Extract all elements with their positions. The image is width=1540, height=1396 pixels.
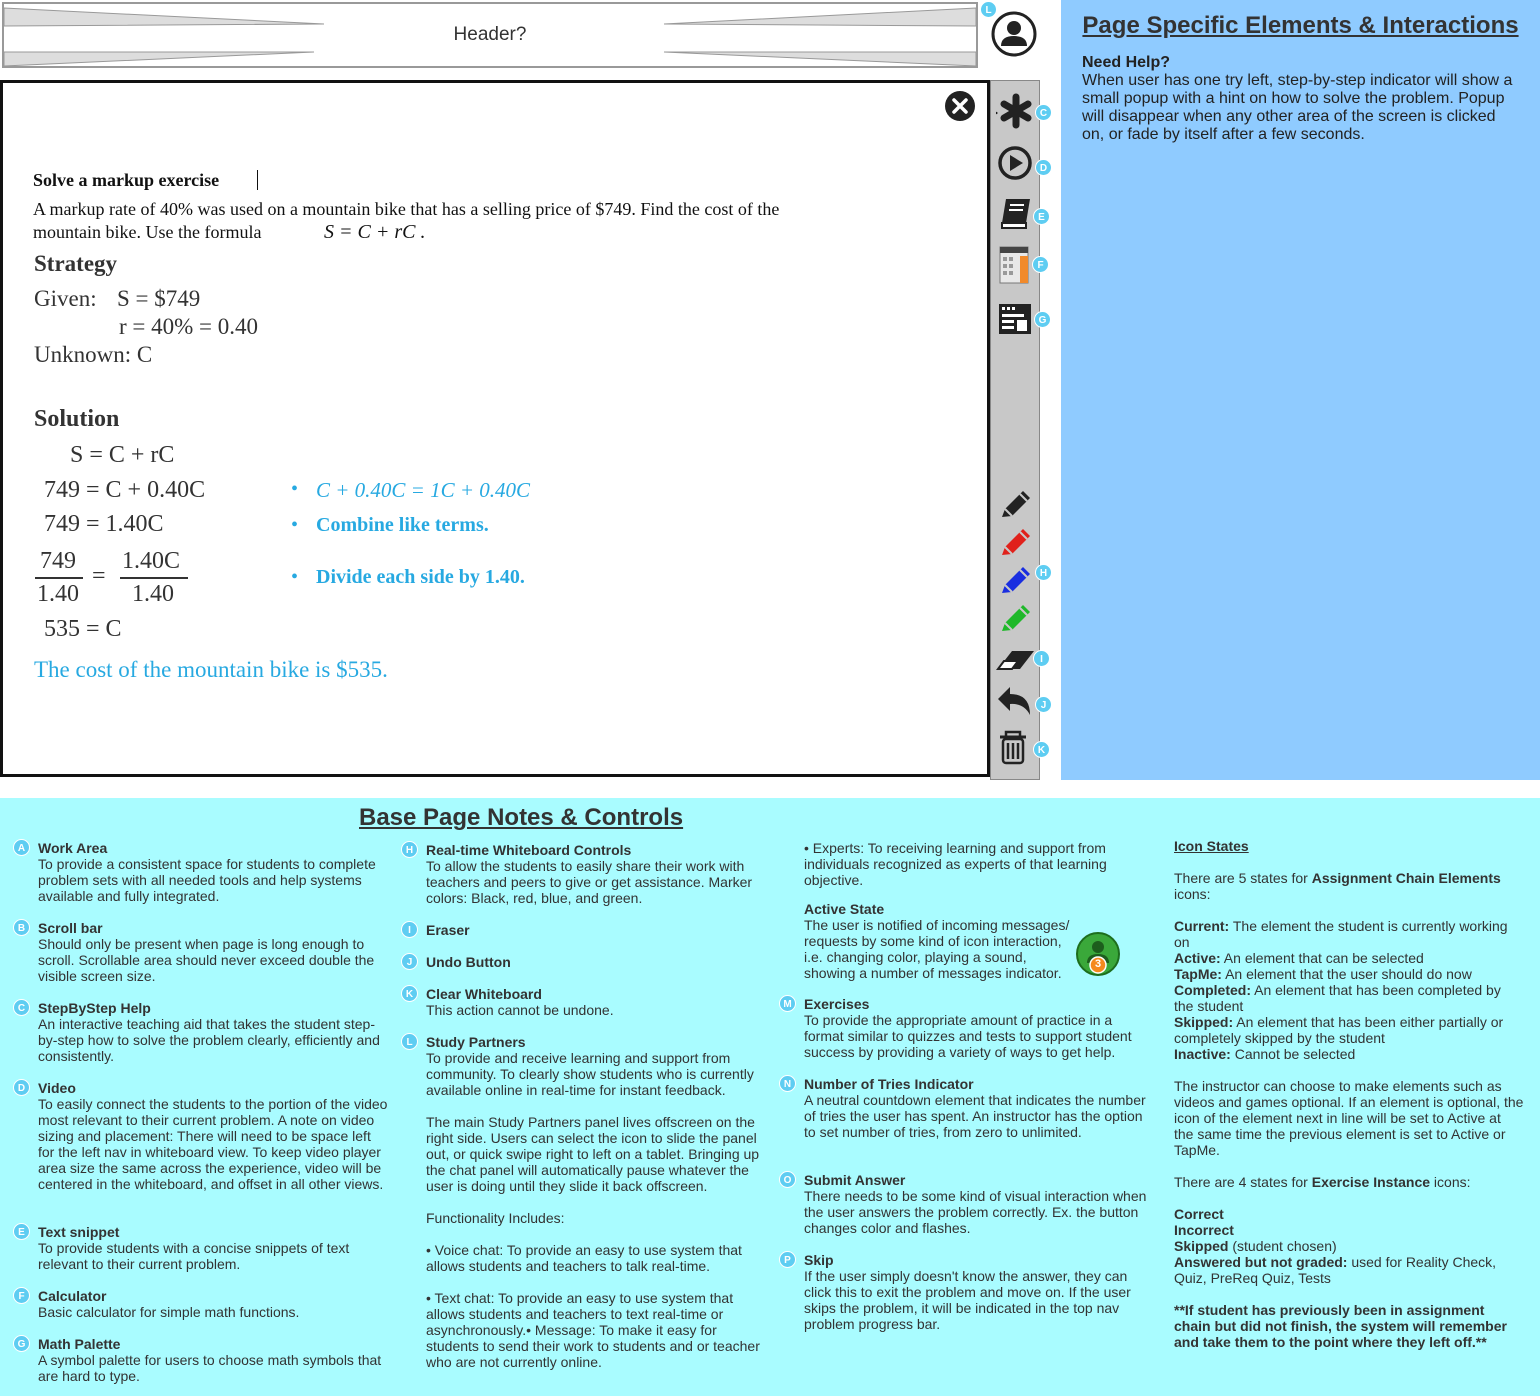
badge-E: E bbox=[1033, 208, 1050, 225]
problem-formula: S = C + rC . bbox=[324, 221, 426, 243]
badge-H: H bbox=[1035, 564, 1052, 581]
note-body: To provide a consistent space for students to complete problem sets with all needed tools and help systems available and fully integrated. bbox=[38, 856, 376, 904]
ex-state-row bbox=[1174, 1238, 1524, 1254]
study-partners-panel-note: The main Study Partners panel lives offscreen on the right side. Users can select the icon to slide the panel out, or quick swipe right to left on a tablet. Bringing up the chat panel will automatically pause whatever the user is doing until they slide it back offscreen. bbox=[426, 1114, 760, 1194]
state-value: An element that has been completed by the student bbox=[1174, 982, 1501, 1014]
note-clear-whiteboard bbox=[426, 986, 771, 1018]
state-row bbox=[1174, 982, 1524, 1014]
problem-text-line2: mountain bike. Use the formula bbox=[33, 222, 262, 242]
state-value: The element the student is currently working on bbox=[1174, 918, 1508, 950]
solution-step-3: 749 = 1.40C bbox=[44, 511, 164, 537]
note-title: Skip bbox=[804, 1252, 834, 1268]
state-key: Skipped: bbox=[1174, 1014, 1234, 1030]
intro-text: There are 5 states for bbox=[1174, 870, 1312, 886]
badge-G: G bbox=[1034, 311, 1051, 328]
problem-text-line1: A markup rate of 40% was used on a mountain bike that has a selling price of $749. Find the cost of the bbox=[33, 199, 780, 219]
note-badge-k: K bbox=[401, 985, 418, 1002]
side-toolbar bbox=[990, 80, 1040, 780]
state-key: Active: bbox=[1174, 950, 1221, 966]
note-title: Exercises bbox=[804, 996, 870, 1012]
play-icon bbox=[996, 143, 1036, 183]
note-exercises bbox=[804, 996, 1149, 1060]
solution-step-2: 749 = C + 0.40C bbox=[44, 477, 206, 503]
note-badge-f: F bbox=[13, 1287, 30, 1304]
note-title: Text snippet bbox=[38, 1224, 120, 1240]
icon-states-title: Icon States bbox=[1174, 838, 1249, 854]
pencil-blue-icon bbox=[996, 561, 1036, 601]
study-partner-active-icon bbox=[1075, 932, 1123, 978]
intro-text: icons: bbox=[1430, 1174, 1471, 1190]
fraction-right-bar bbox=[120, 577, 188, 579]
functionality-label: Functionality Includes: bbox=[426, 1210, 565, 1226]
badge-C: C bbox=[1035, 104, 1052, 121]
note-badge-p: P bbox=[779, 1251, 796, 1268]
note-study-partners bbox=[426, 1034, 771, 1098]
icon-states-section bbox=[1174, 838, 1524, 1350]
note-title: Eraser bbox=[426, 922, 470, 938]
fraction-left-bar bbox=[35, 577, 83, 579]
notes-title: Base Page Notes & Controls bbox=[359, 804, 684, 831]
note-math-palette bbox=[38, 1336, 388, 1384]
marker-red-button[interactable] bbox=[996, 523, 1036, 563]
note-title: Scroll bar bbox=[38, 920, 103, 936]
state-row bbox=[1174, 966, 1524, 982]
state-key: Correct bbox=[1174, 1206, 1224, 1222]
badge-D: D bbox=[1035, 159, 1052, 176]
undo-icon bbox=[996, 681, 1036, 721]
answer-text: The cost of the mountain bike is $535. bbox=[34, 657, 388, 682]
clear-whiteboard-button[interactable] bbox=[996, 727, 1036, 767]
note-text-snippet bbox=[38, 1224, 388, 1272]
stepbystep-help-button[interactable] bbox=[996, 91, 1036, 131]
badge-K: K bbox=[1033, 741, 1050, 758]
active-state-note bbox=[804, 901, 1079, 981]
note-scroll-bar bbox=[38, 920, 388, 984]
solution-note-3: Divide each side by 1.40. bbox=[316, 566, 525, 588]
note-calculator bbox=[38, 1288, 388, 1320]
note-title: Number of Tries Indicator bbox=[804, 1076, 974, 1092]
exercise-states-intro bbox=[1174, 1174, 1524, 1190]
exercise-title: Solve a markup exercise bbox=[33, 170, 220, 190]
state-key: Answered but not graded: bbox=[1174, 1254, 1348, 1270]
note-bullet-3: • bbox=[291, 566, 299, 588]
note-bullet-2: • bbox=[291, 514, 299, 536]
optional-elements-note: The instructor can choose to make elements such as videos and games optional. If an element is optional, the icon of the element next in line will be set to Active at the same time the previous element is set to Active or TapMe. bbox=[1174, 1078, 1524, 1158]
ex-state-row bbox=[1174, 1254, 1524, 1286]
note-body: To provide students with a concise snippets of text relevant to their current problem. bbox=[38, 1240, 350, 1272]
eraser-button[interactable] bbox=[996, 639, 1036, 679]
note-body: This action cannot be undone. bbox=[426, 1002, 614, 1018]
badge-I: I bbox=[1033, 650, 1050, 667]
note-badge-o: O bbox=[779, 1171, 796, 1188]
badge-J: J bbox=[1035, 696, 1052, 713]
ex-state-row bbox=[1174, 1206, 1524, 1222]
note-body: A neutral countdown element that indicates the number of tries the user has spent. An instructor has the option to set number of tries, from zero to unlimited. bbox=[804, 1092, 1146, 1140]
book-icon bbox=[996, 193, 1036, 233]
badge-F: F bbox=[1032, 256, 1049, 273]
experts-note: • Experts: To receiving learning and support from individuals recognized as experts of that learning objective. bbox=[804, 840, 1107, 888]
page-specific-panel bbox=[1061, 0, 1540, 780]
note-body: A symbol palette for users to choose math symbols that are hard to type. bbox=[38, 1352, 382, 1384]
state-value: (student chosen) bbox=[1228, 1238, 1337, 1254]
close-icon bbox=[944, 90, 976, 122]
note-badge-a: A bbox=[13, 839, 30, 856]
solution-heading: Solution bbox=[34, 406, 120, 432]
state-row bbox=[1174, 950, 1524, 966]
note-title: Clear Whiteboard bbox=[426, 986, 542, 1002]
ex-state-row bbox=[1174, 1222, 1524, 1238]
eraser-icon bbox=[996, 639, 1036, 679]
note-title: Study Partners bbox=[426, 1034, 526, 1050]
pencil-green-icon bbox=[996, 599, 1036, 639]
note-badge-d: D bbox=[13, 1079, 30, 1096]
state-key: Completed: bbox=[1174, 982, 1251, 998]
note-body: Basic calculator for simple math functions. bbox=[38, 1304, 300, 1320]
note-body: There needs to be some kind of visual interaction when the user answers the problem correctly. Ex. the button changes color and flashes. bbox=[804, 1188, 1147, 1236]
note-badge-m: M bbox=[779, 995, 796, 1012]
note-badge-c: C bbox=[13, 999, 30, 1016]
note-badge-b: B bbox=[13, 919, 30, 936]
intro-bold: Exercise Instance bbox=[1311, 1174, 1431, 1190]
intro-text: There are 4 states for bbox=[1174, 1174, 1312, 1190]
intro-text: icons: bbox=[1174, 886, 1211, 902]
calculator-button[interactable] bbox=[996, 244, 1036, 284]
state-value: An element that can be selected bbox=[1220, 950, 1424, 966]
note-title: Real-time Whiteboard Controls bbox=[426, 842, 632, 858]
note-tries-indicator bbox=[804, 1076, 1149, 1140]
note-title: Math Palette bbox=[38, 1336, 121, 1352]
note-body: To allow the students to easily share their work with teachers and peers to give or get assistance. Marker colors: Black, red, blue, and green. bbox=[426, 858, 753, 906]
note-badge-i: I bbox=[401, 921, 418, 938]
given-r: r = 40% = 0.40 bbox=[119, 314, 259, 339]
close-button[interactable] bbox=[944, 90, 976, 122]
note-bullet-1: • bbox=[291, 478, 299, 500]
fraction-left-numerator: 749 bbox=[40, 548, 76, 574]
intro-bold: Assignment Chain Elements bbox=[1311, 870, 1501, 886]
study-partners-button[interactable] bbox=[990, 10, 1038, 58]
note-badge-e: E bbox=[13, 1223, 30, 1240]
pencil-black-icon bbox=[996, 485, 1036, 525]
note-body: To easily connect the students to the portion of the video most relevant to their current problem. A note on video sizing and placement: There will need to be space left for the left nav in whiteboard view. To keep video player area size the same across the experience, video will be centered in the whiteboard, and offset in all other views. bbox=[38, 1096, 388, 1192]
video-button[interactable] bbox=[996, 143, 1036, 183]
state-row bbox=[1174, 1046, 1524, 1062]
page-specific-title: Page Specific Elements & Interactions bbox=[1082, 12, 1519, 39]
math-palette-button[interactable] bbox=[996, 299, 1036, 339]
solution-note-2: Combine like terms. bbox=[316, 514, 489, 536]
need-help-body: When user has one try left, step-by-step indicator will show a small popup with a hint on how to solve the problem. Popup will disappear when any other area of the screen is clicked on, or fade by itself after a few seconds. bbox=[1082, 72, 1513, 143]
fraction-right-denominator: 1.40 bbox=[132, 581, 174, 607]
unknown-label: Unknown: C bbox=[34, 342, 153, 367]
voice-chat-note: • Voice chat: To provide an easy to use system that allows students and teachers to talk real-time. bbox=[426, 1242, 742, 1274]
note-video bbox=[38, 1080, 388, 1192]
marker-green-button[interactable] bbox=[996, 599, 1036, 639]
palette-window-icon bbox=[996, 299, 1036, 339]
header-bar bbox=[2, 2, 978, 68]
state-row bbox=[1174, 918, 1524, 950]
note-body: To provide the appropriate amount of practice in a format similar to quizzes and tests to support student success by providing a variety of ways to get help. bbox=[804, 1012, 1132, 1060]
state-value: An element that the user should do now bbox=[1221, 966, 1472, 982]
strategy-heading: Strategy bbox=[34, 251, 118, 276]
state-key: Current: bbox=[1174, 918, 1230, 934]
need-help-title: Need Help? bbox=[1082, 54, 1171, 71]
trash-icon bbox=[996, 727, 1036, 767]
note-title: Work Area bbox=[38, 840, 108, 856]
note-body: To provide and receive learning and support from community. To clearly show students who is currently available online in real-time for instant feedback. bbox=[426, 1050, 754, 1098]
solution-note-1: C + 0.40C = 1C + 0.40C bbox=[316, 478, 531, 502]
note-title: Active State bbox=[804, 901, 885, 917]
note-body: Should only be present when page is long enough to scroll. Scrollable area should never exceed double the visible screen size. bbox=[38, 936, 375, 984]
active-count: 3 bbox=[1094, 958, 1102, 970]
text-cursor bbox=[257, 170, 258, 190]
note-skip bbox=[804, 1252, 1149, 1332]
note-badge-h: H bbox=[401, 841, 418, 858]
text-snippet-button[interactable] bbox=[996, 193, 1036, 233]
note-submit-answer bbox=[804, 1172, 1149, 1236]
given-s: S = $749 bbox=[117, 286, 201, 311]
state-key: Inactive: bbox=[1174, 1046, 1231, 1062]
state-key: Incorrect bbox=[1174, 1222, 1234, 1238]
text-chat-note: • Text chat: To provide an easy to use system that allows students and teachers to text real-time or asynchronously.• Message: To make it easy for students to send their work to students and or teacher who are not currently online. bbox=[426, 1290, 760, 1370]
note-title: Undo Button bbox=[426, 954, 511, 970]
asterisk-icon bbox=[996, 91, 1036, 131]
note-badge-g: G bbox=[13, 1335, 30, 1352]
fraction-equals: = bbox=[92, 563, 106, 589]
note-stepbystep bbox=[38, 1000, 388, 1064]
note-whiteboard-controls bbox=[426, 842, 771, 906]
badge-L: L bbox=[980, 1, 997, 18]
state-row bbox=[1174, 1014, 1524, 1046]
icon-states-intro bbox=[1174, 870, 1524, 902]
note-body: If the user simply doesn't know the answer, they can click this to exit the problem and move on. If the user skips the problem, it will be indicated in the top nav problem progress bar. bbox=[804, 1268, 1131, 1332]
solution-step-1: S = C + rC bbox=[70, 442, 175, 468]
note-title: Calculator bbox=[38, 1288, 107, 1304]
note-title: Submit Answer bbox=[804, 1172, 906, 1188]
marker-black-button[interactable] bbox=[996, 485, 1036, 525]
pencil-red-icon bbox=[996, 523, 1036, 563]
note-work-area bbox=[38, 840, 388, 904]
note-title: Video bbox=[38, 1080, 76, 1096]
fraction-right-numerator: 1.40C bbox=[122, 548, 181, 574]
fraction-left-denominator: 1.40 bbox=[37, 581, 79, 607]
note-body: An interactive teaching aid that takes the student step-by-step how to solve the problem clearly, efficiently and consistently. bbox=[38, 1016, 380, 1064]
undo-button[interactable] bbox=[996, 681, 1036, 721]
header-title: Header? bbox=[453, 24, 527, 45]
note-badge-j: J bbox=[401, 953, 418, 970]
note-badge-l: L bbox=[401, 1033, 418, 1050]
calculator-icon bbox=[996, 244, 1036, 284]
note-eraser bbox=[426, 922, 771, 938]
given-label: Given: bbox=[34, 286, 97, 311]
state-value: used for Reality Check, Quiz, PreReq Quiz, Tests bbox=[1174, 1254, 1497, 1286]
active-state-avatar bbox=[1075, 932, 1123, 978]
note-undo bbox=[426, 954, 771, 970]
note-title: StepByStep Help bbox=[38, 1000, 151, 1016]
state-key: TapMe: bbox=[1174, 966, 1222, 982]
resume-footer-note: **If student has previously been in assignment chain but did not finish, the system will remember and take them to the point where they left off.** bbox=[1174, 1302, 1507, 1350]
state-key: Skipped bbox=[1174, 1238, 1229, 1254]
marker-blue-button[interactable] bbox=[996, 561, 1036, 601]
solution-step-5: 535 = C bbox=[44, 616, 122, 642]
state-value: An element that has been either partially or completely skipped by the student bbox=[1174, 1014, 1504, 1046]
state-value: Cannot be selected bbox=[1230, 1046, 1356, 1062]
note-badge-n: N bbox=[779, 1075, 796, 1092]
user-avatar-icon bbox=[990, 10, 1038, 58]
base-page-notes bbox=[0, 798, 1540, 1396]
note-body: The user is notified of incoming messages/ requests by some kind of icon interaction, i.e. changing color, playing a sound, showing a number of messages indicator. bbox=[804, 917, 1070, 981]
